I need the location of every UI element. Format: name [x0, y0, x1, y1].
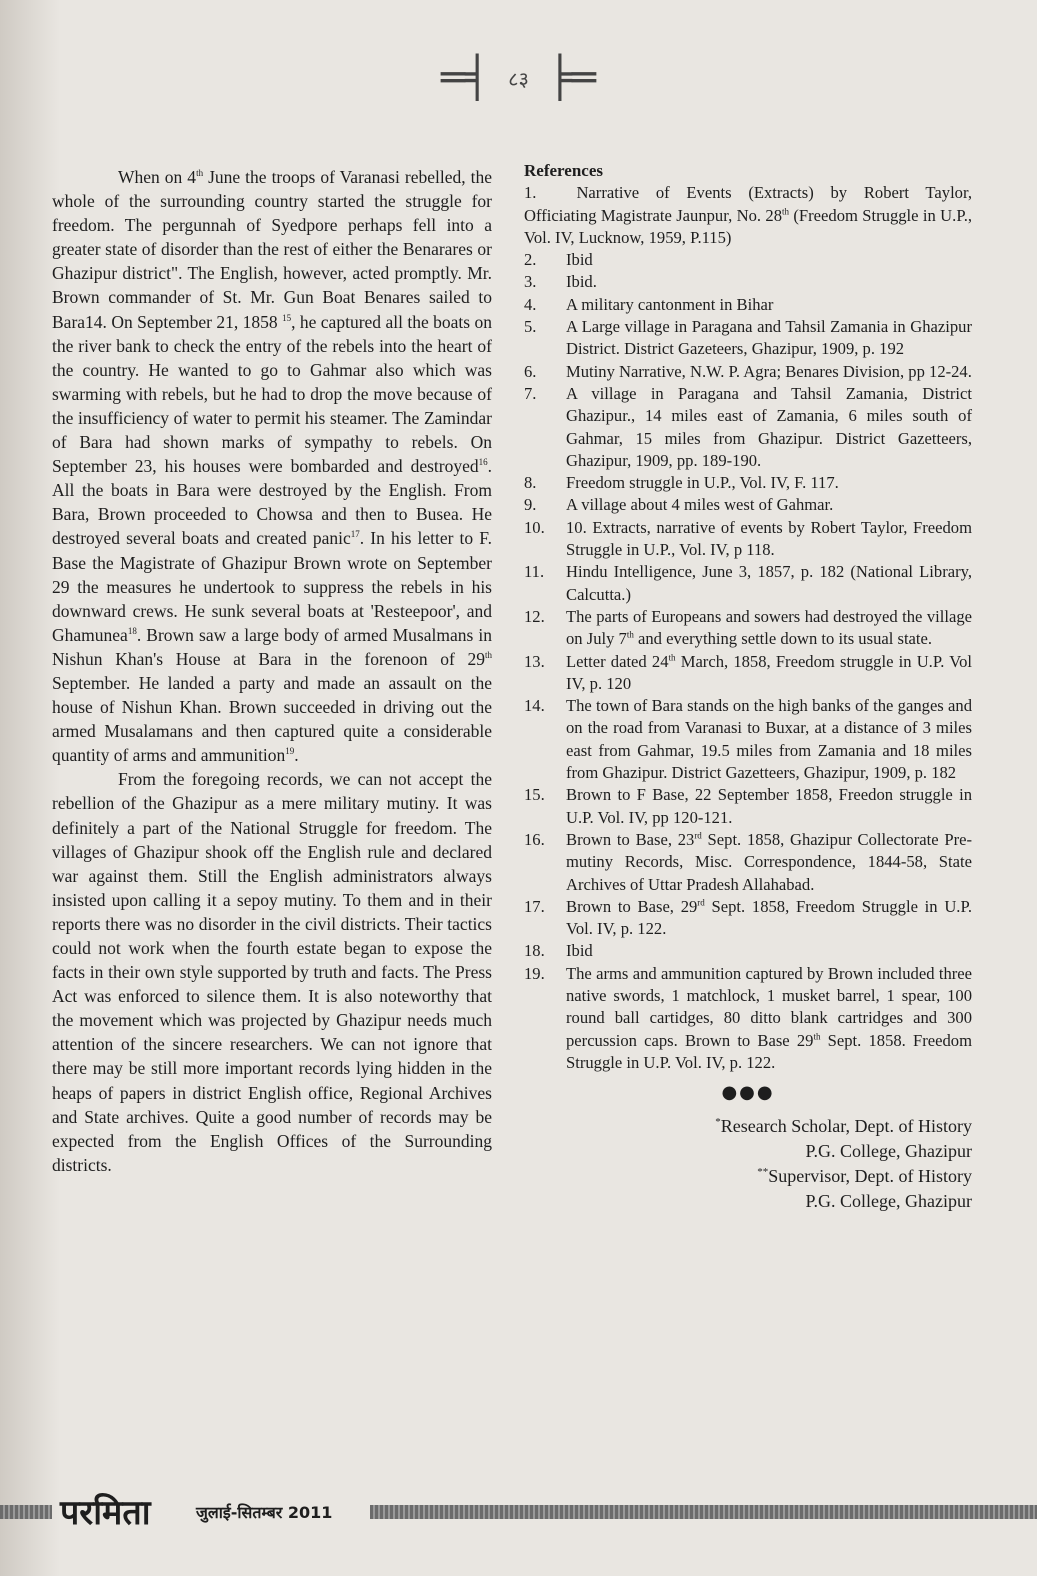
header-right-ornament: ╞═: [547, 55, 596, 101]
reference-number: 19.: [524, 963, 545, 983]
reference-item: 11. Hindu Intelligence, June 3, 1857, p. 182 (National Library, Calcutta.): [524, 562, 972, 604]
reference-item: 10. 10. Extracts, narrative of events by Robert Taylor, Freedom Struggle in U.P., Vol. IV, p 118.: [524, 517, 972, 560]
page-binding-shadow: [0, 0, 60, 1576]
reference-number: 14.: [524, 696, 545, 716]
reference-item: 19. The arms and ammunition captured by Brown included three native swords, 1 matchlock, 1 musket barrel, 1 spear, 100 round ball cartidges, 80 ditto blank cartridges and 300 percussion caps. Brown to Base 29th Sept. 1858. Freedom Struggle in U.P. Vol. IV, p. 122.: [524, 963, 972, 1072]
footnote-ref: 16: [478, 457, 488, 468]
page-header: [0, 55, 1037, 101]
reference-number: 4.: [524, 294, 537, 314]
footnote-ref: 19: [285, 746, 295, 757]
journal-title: परमिता: [60, 1493, 151, 1533]
reference-item: 5. A Large village in Paragana and Tahsil Zamania in Ghazipur District. District Gazeteers, Ghazipur, 1909, p. 192: [524, 317, 972, 359]
reference-number: 11.: [524, 562, 545, 582]
reference-number: 18.: [524, 941, 545, 961]
article-paragraph-2: From the foregoing records, we can not accept the rebellion of the Ghazipur as a mere military mutiny. It was definitely a part of the National Struggle for freedom. The villages of Ghazipur shook off the English rule and declared war against them. Still the English administrators always insisted upon calling it a sepoy mutiny. To them and in their reports there was no disorder in the civil districts. Their tactics could not work when the fourth estate began to expose the facts in their own style supported by truth and facts. The Press Act was enforced to silence them. It is also noteworthy that the movement which was projected by Ghazipur needs much attention of the sincere researchers. We can not ignore that there may be still more important records lying hidden in the heaps of papers in district English office, Regional Archives and State archives. Quite a good number of records may be expected from the English Offices of the Surrounding districts.: [52, 769, 492, 1175]
references-heading: References: [524, 161, 603, 180]
header-left-ornament: ═╡: [441, 55, 490, 101]
article-left-column: [52, 165, 492, 1177]
page-number: ८३: [508, 66, 529, 91]
reference-item: 6. Mutiny Narrative, N.W. P. Agra; Benares Division, pp 12-24.: [524, 361, 972, 383]
issue-date: जुलाई-सितम्बर 2011: [196, 1503, 333, 1522]
reference-item: 9. A village about 4 miles west of Gahmar.: [524, 494, 972, 516]
references-list: [524, 182, 972, 1074]
page-footer: [0, 1493, 1037, 1533]
reference-number: 16.: [524, 829, 545, 849]
reference-item: 7. A village in Paragana and Tahsil Zamania, District Ghazipur., 14 miles east of Zamania, 6 miles south of Gahmar, 15 miles from Ghazipur. District Gazetteers, Ghazipur, 1909, pp. 189-190.: [524, 383, 972, 470]
affiliation-line: P.G. College, Ghazipur: [805, 1141, 972, 1162]
footnote-ref: 18: [127, 625, 137, 636]
article-paragraph-1: When on 4th June the troops of Varanasi rebelled, the whole of the surrounding country started the struggle for freedom. The pergunnah of Syedpore perhaps fell into a greater state of disorder than the rest of either the Benarares or Ghazipur district". The English, however, acted promptly. Mr. Brown commander of St. Mr. Gun Boat Benares sailed to Bara14. On September 21, 1858 $^{15}$, he captured all the boats on the river bank to check the entry of the rebels into the heart of the country. He wanted to go to Gahmar also which was swarming with rebels, but he had to drop the move because of the insufficiency of water to permit his steamer. The Zamindar of Bara had shown marks of sympathy to rebels. On September 23, his houses were bombarded and destroyed$^{16}$. All the boats in Bara were destroyed by the English. From Bara, Brown proceeded to Chowsa and then to Busea. He destroyed several boats and created panic$^{17}$. In his letter to F. Base the Magistrate of Ghazipur Brown wrote on September 29 the measures he undertook to suppress the rebels in his downward crews. He sunk several boats at 'Resteepoor', and Ghamunea$^{18}$. Brown saw a large body of armed Musalmans in Nishun Khan's House at Bara in the forenoon of 29th September. He landed a party and made an assault on the house of Nishun Khan. Brown succeeded in driving out the armed Musalamans and then captured quite a considerable quantity of arms and ammunition$^{19}$.: [52, 167, 492, 766]
reference-item: 16. Brown to Base, 23rd Sept. 1858, Ghazipur Collectorate Pre-mutiny Records, Misc. Correspondence, 1844-58, State Archives of Uttar Pradesh Allahabad.: [524, 829, 972, 894]
reference-number: 2.: [524, 250, 537, 270]
reference-item: 1. Narrative of Events (Extracts) by Robert Taylor, Officiating Magistrate Jaunpur, No. 28th (Freedom Struggle in U.P., Vol. IV, Lucknow, 1959, P.115): [524, 183, 972, 247]
reference-item: 2. Ibid: [524, 249, 972, 271]
reference-item: 8. Freedom struggle in U.P., Vol. IV, F. 117.: [524, 472, 972, 494]
reference-number: 3.: [524, 272, 537, 292]
footnote-ref: 15: [282, 312, 292, 323]
reference-item: 4. A military cantonment in Bihar: [524, 294, 972, 316]
reference-number: 9.: [524, 495, 537, 515]
reference-item: 14. The town of Bara stands on the high banks of the ganges and on the road from Varanasi to Buxar, at a distance of 3 miles east from Gahmar, 19.5 miles from Zamania and 18 miles from Ghazipur. District Gazetteers, Ghazipur, 1909, p. 182: [524, 696, 972, 783]
author-affiliations: [524, 1114, 972, 1214]
reference-number: 15.: [524, 785, 545, 805]
affiliation-line: P.G. College, Ghazipur: [805, 1191, 972, 1212]
affiliation-line: *Research Scholar, Dept. of History: [715, 1116, 972, 1137]
reference-number: 5.: [524, 317, 537, 337]
reference-number: 12.: [524, 606, 545, 626]
reference-item: 17. Brown to Base, 29rd Sept. 1858, Freedom Struggle in U.P. Vol. IV, p. 122.: [524, 896, 972, 939]
reference-item: 15. Brown to F Base, 22 September 1858, Freedon struggle in U.P. Vol. IV, pp 120-121.: [524, 785, 972, 827]
footer-stripe: [370, 1505, 1037, 1519]
reference-item: 3. Ibid.: [524, 271, 972, 293]
footer-stripe: [0, 1505, 52, 1519]
reference-item: 12. The parts of Europeans and sowers had destroyed the village on July 7th and everything settle down to its usual state.: [524, 606, 972, 649]
reference-number: 7.: [524, 383, 537, 403]
reference-number: 8.: [524, 473, 537, 493]
affiliation-line: **Supervisor, Dept. of History: [757, 1166, 972, 1187]
reference-number: 13.: [524, 651, 545, 671]
reference-number: 1.: [524, 183, 537, 203]
section-separator: ●●●: [721, 1082, 775, 1104]
reference-number: 17.: [524, 896, 545, 916]
reference-number: 6.: [524, 361, 537, 381]
references-column: [524, 160, 972, 1214]
reference-item: 18. Ibid: [524, 940, 972, 962]
footnote-ref: 17: [350, 529, 360, 540]
reference-number: 10.: [524, 517, 545, 537]
reference-item: 13. Letter dated 24th March, 1858, Freedom struggle in U.P. Vol IV, p. 120: [524, 651, 972, 693]
